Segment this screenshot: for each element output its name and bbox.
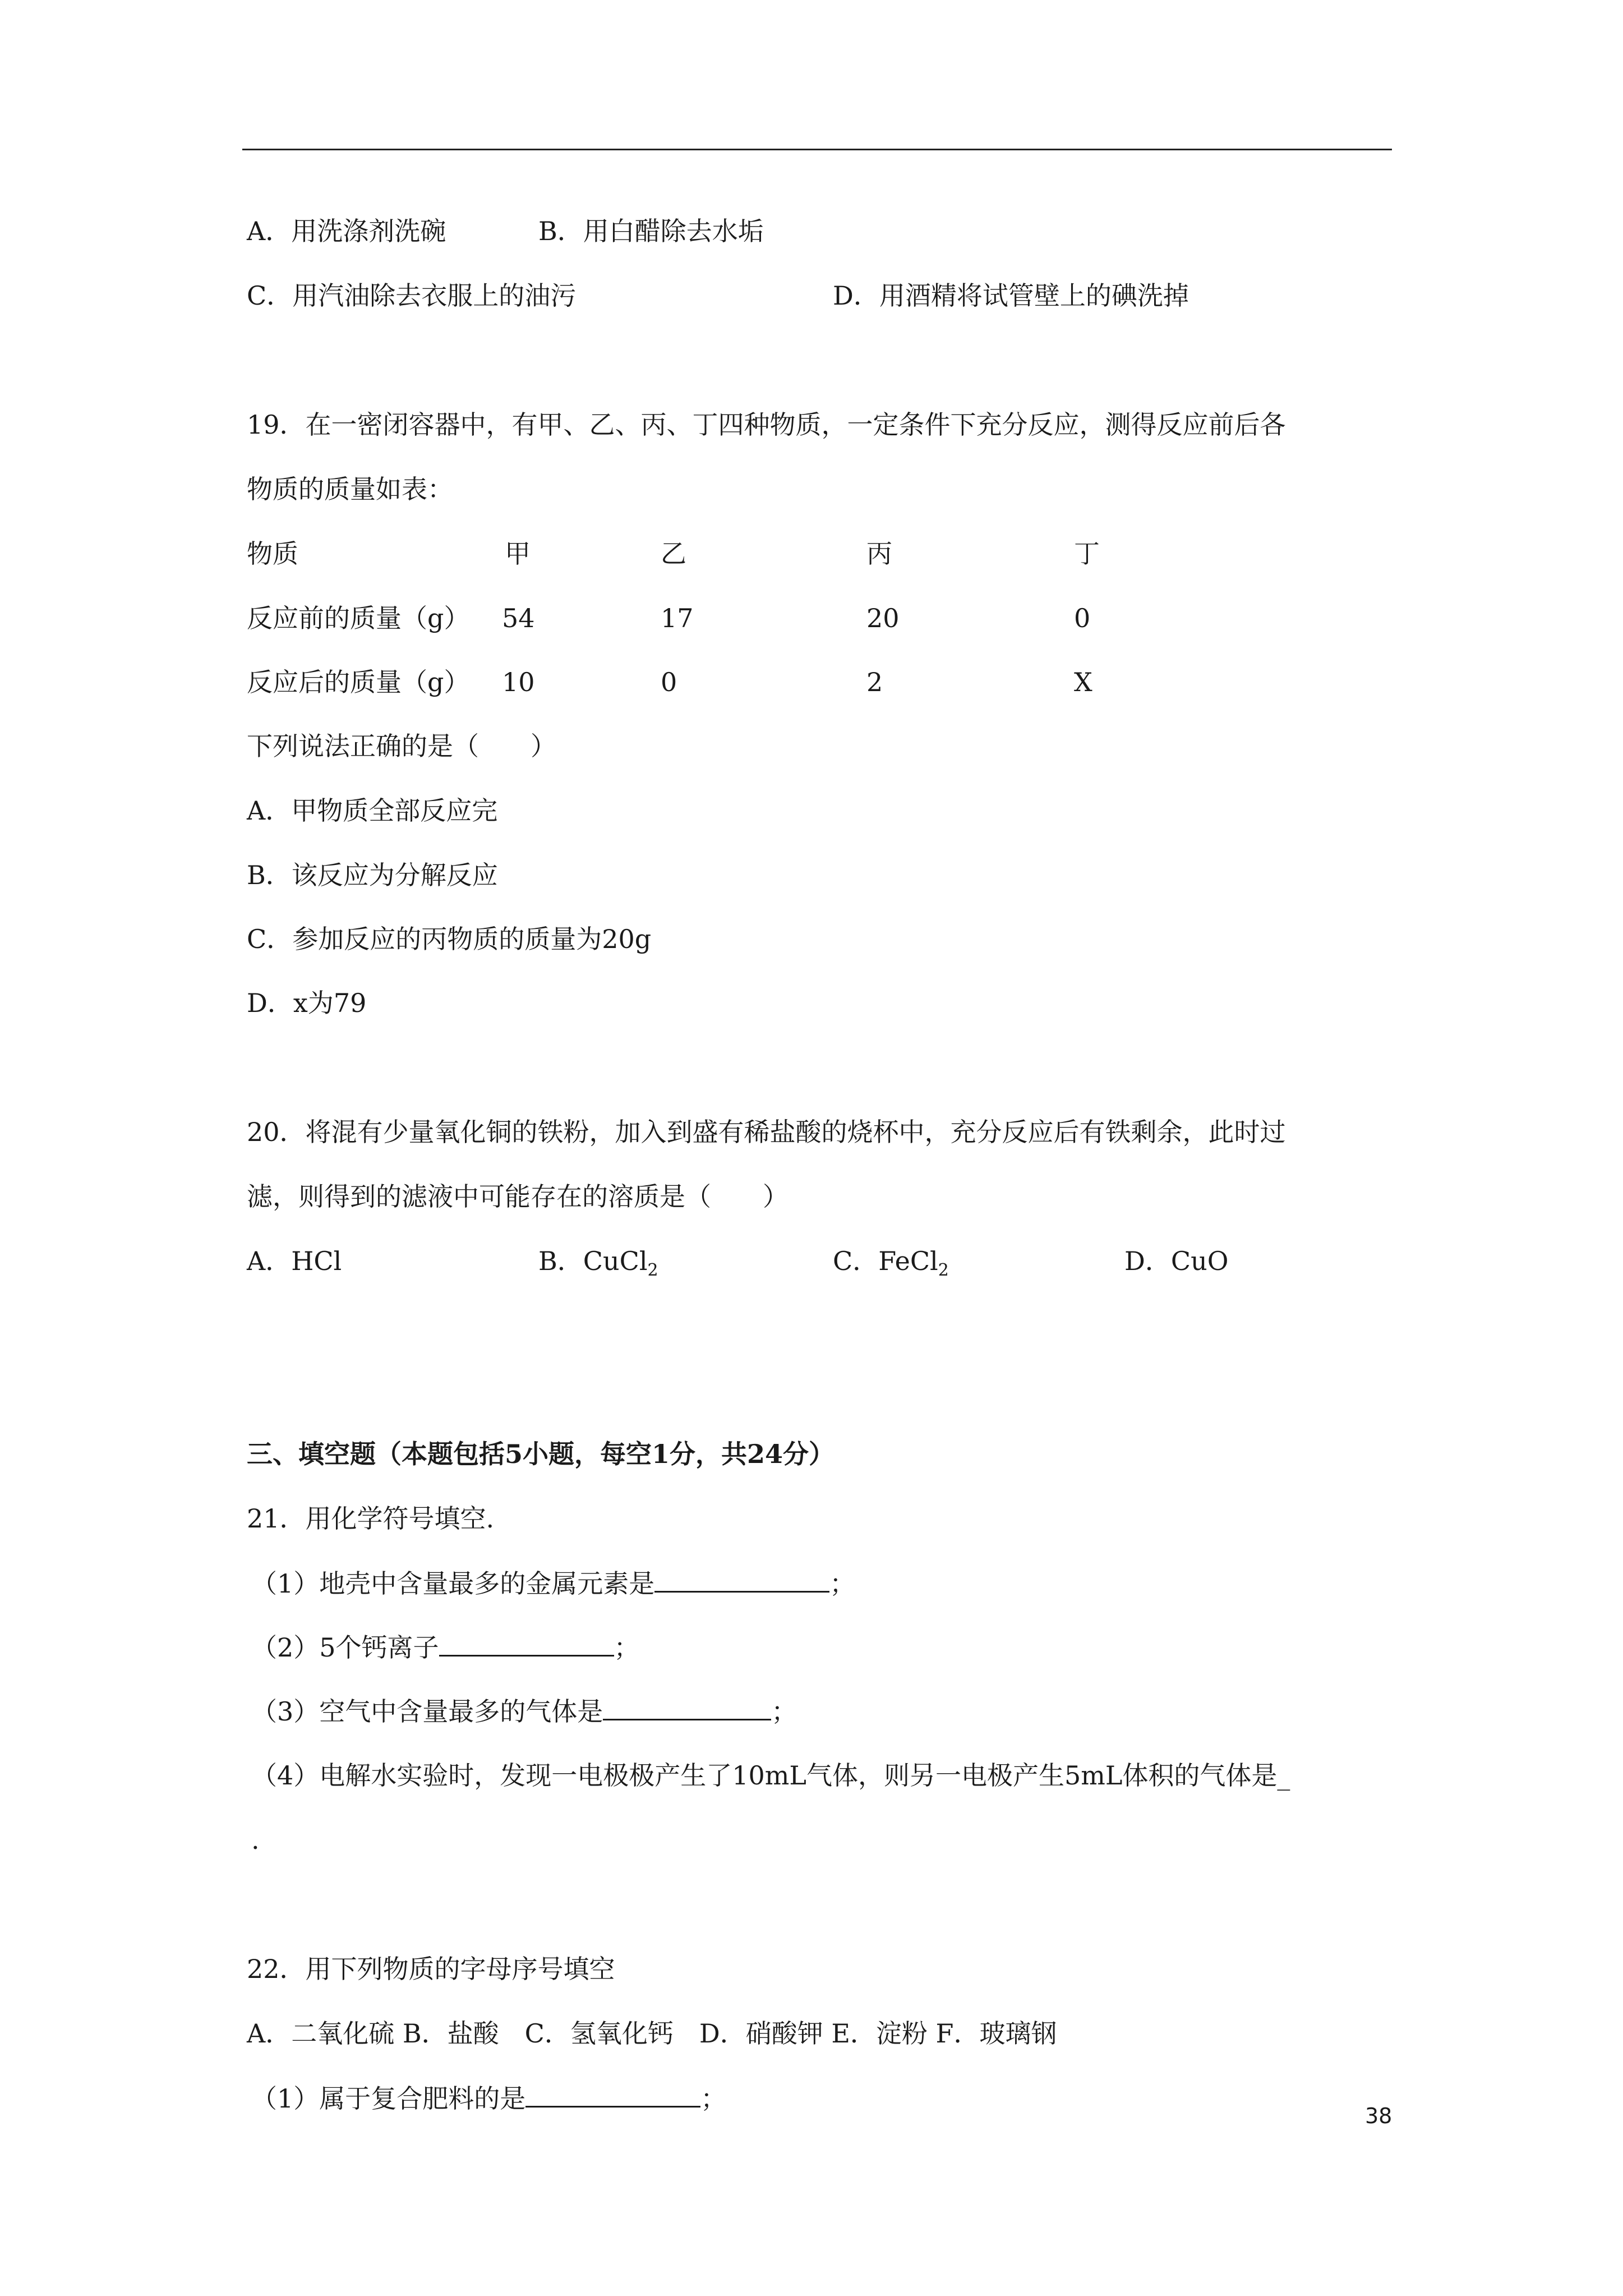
q20-stem-line2: 滤，则得到的滤液中可能存在的溶质是（ ）: [247, 1181, 789, 1212]
q21-stem: 21．用化学符号填空.: [247, 1503, 495, 1534]
q18-option-a: A．用洗涤剂洗碗: [247, 216, 446, 246]
q19-prompt: 下列说法正确的是（ ）: [247, 731, 556, 761]
q22-sub1: （1）属于复合肥料的是 ；: [251, 2081, 726, 2115]
q20-option-b: B．CuCl$_2$: [538, 1246, 658, 1280]
q19-stem-line1: 19．在一密闭容器中，有甲、乙、丙、丁四种物质，一定条件下充分反应，测得反应前后各: [247, 409, 1286, 440]
q19-stem-line2: 物质的质量如表：: [247, 474, 453, 504]
table-cell: 17: [661, 603, 694, 633]
q21-sub4-end: .: [251, 1825, 260, 1855]
q20-stem-line1: 20．将混有少量氧化铜的铁粉，加入到盛有稀盐酸的烧杯中，充分反应后有铁剩余，此时过: [247, 1117, 1286, 1147]
table-cell: 54: [502, 603, 535, 633]
q20-option-d: D．CuO: [1124, 1246, 1229, 1276]
header-rule: [242, 149, 1392, 150]
table-header-yi: 乙: [661, 539, 686, 569]
table-cell: 20: [866, 603, 900, 633]
q22-stem: 22．用下列物质的字母序号填空: [247, 1954, 615, 1984]
table-cell: 0: [661, 667, 677, 697]
table-header-jia: 甲: [505, 539, 531, 569]
q18-option-b: B．用白醋除去水垢: [538, 216, 764, 246]
answer-blank: [439, 1630, 614, 1657]
table-row-after-label: 反应后的质量（g）: [247, 667, 470, 697]
table-cell: X: [1074, 667, 1092, 697]
q20-option-a: A．HCl: [247, 1246, 342, 1276]
section-3-heading: 三、填空题（本题包括5小题，每空1分，共24分）: [247, 1439, 835, 1469]
table-row-before-label: 反应前的质量（g）: [247, 603, 470, 633]
table-cell: 0: [1074, 603, 1091, 633]
q21-sub1: （1）地壳中含量最多的金属元素是 ；: [251, 1566, 855, 1600]
q21-sub4: （4）电解水实验时，发现一电极极产生了10mL气体，则另一电极产生5mL体积的气体是_: [251, 1760, 1290, 1791]
answer-blank: [654, 1566, 829, 1593]
q21-sub3: （3）空气中含量最多的气体是 ；: [251, 1694, 797, 1728]
q20-option-c: C．FeCl$_2$: [833, 1246, 949, 1280]
q22-options: A．二氧化硫 B．盐酸 C．氢氧化钙 D．硝酸钾 E．淀粉 F．玻璃钢: [247, 2018, 1057, 2049]
q19-option-c: C．参加反应的丙物质的质量为20g: [247, 924, 652, 954]
q21-sub2: （2）5个钙离子 ；: [251, 1630, 640, 1664]
page-number: 38: [1365, 2104, 1393, 2128]
q19-option-b: B．该反应为分解反应: [247, 860, 498, 890]
q19-option-a: A．甲物质全部反应完: [247, 795, 498, 826]
table-header-ding: 丁: [1074, 539, 1100, 569]
table-header-bing: 丙: [866, 539, 892, 569]
table-cell: 2: [866, 667, 883, 697]
table-cell: 10: [502, 667, 535, 697]
answer-blank: [603, 1694, 771, 1720]
answer-blank: [525, 2081, 700, 2108]
q19-option-d: D．x为79: [247, 988, 367, 1018]
table-header-substance: 物质: [247, 539, 298, 569]
q18-option-d: D．用酒精将试管壁上的碘洗掉: [833, 280, 1189, 311]
q18-option-c: C．用汽油除去衣服上的油污: [247, 280, 577, 311]
